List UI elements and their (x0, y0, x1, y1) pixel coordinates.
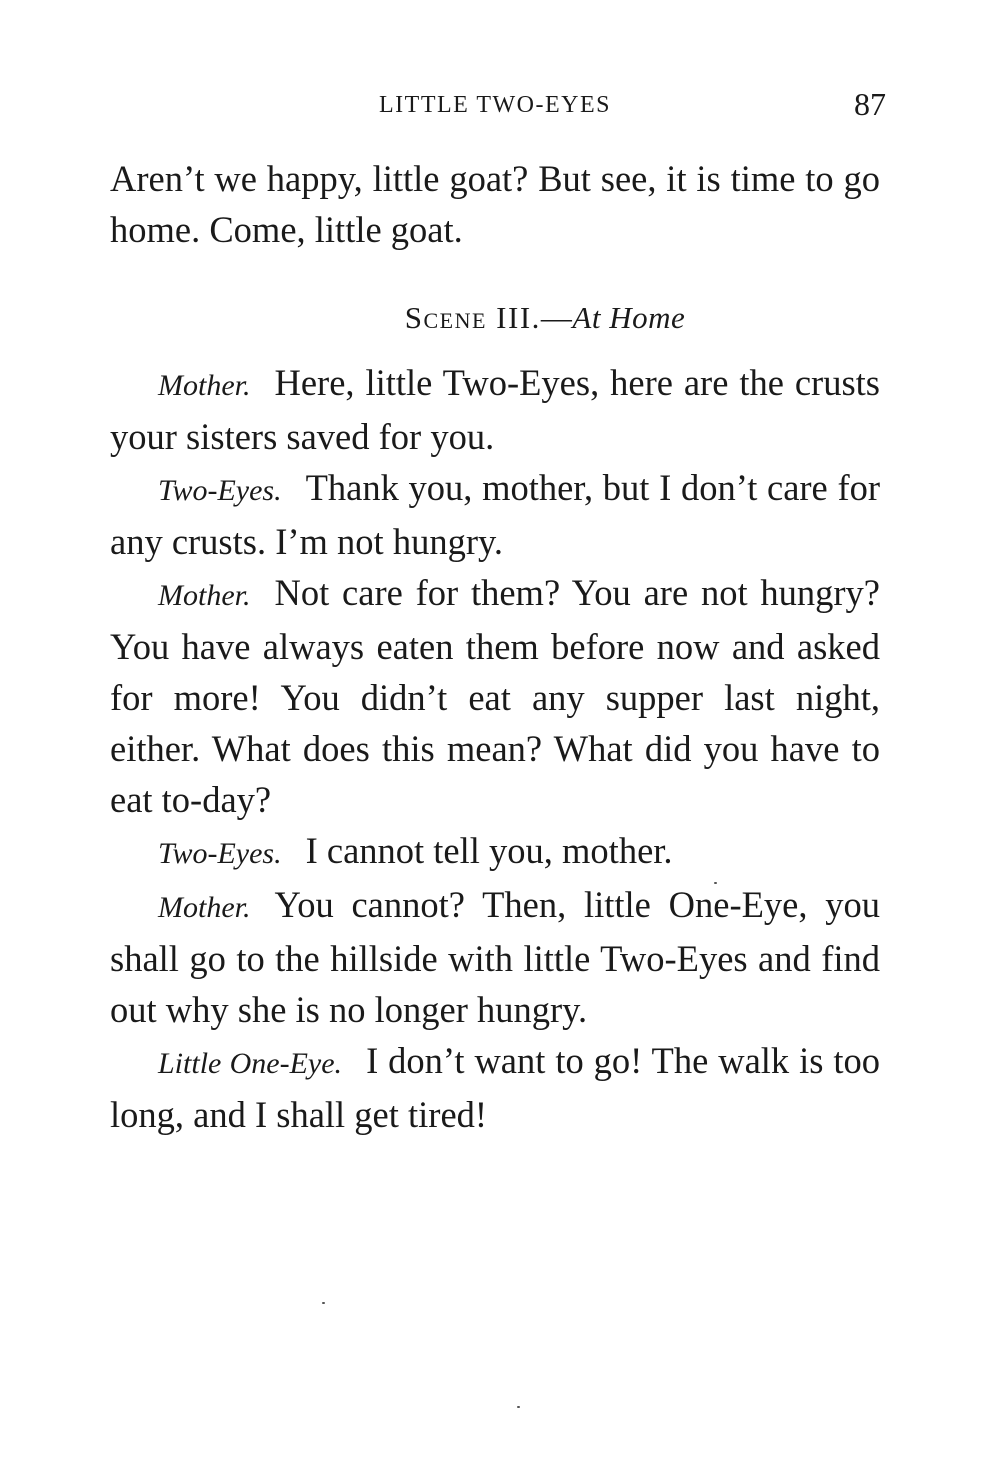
speaker-name: Mother. (158, 891, 251, 924)
dialogue-text: Here, little Two-Eyes, here are the crusts your sisters saved for you. (110, 362, 880, 457)
scene-label: Scene III. (404, 300, 541, 335)
dialogue-line (110, 357, 880, 462)
scene-location: At Home (572, 300, 686, 335)
dialogue-text: Thank you, mother, but I don’t care for any crusts. I’m not hungry. (110, 467, 880, 562)
speaker-name: Two-Eyes. (158, 474, 282, 507)
page-number: 87 (854, 86, 886, 122)
opening-paragraph: Aren’t we happy, little goat? But see, it is time to go home. Come, little goat. (110, 158, 880, 250)
dialogue-line (110, 1035, 880, 1140)
page-header (110, 86, 886, 126)
dialogue-line (110, 825, 880, 879)
scene-heading (210, 292, 880, 343)
dialogue-text: I cannot tell you, mother. (305, 830, 673, 871)
speaker-name: Mother. (158, 579, 251, 612)
ink-speck (322, 1302, 325, 1304)
dialogue-text: You cannot? Then, little One-Eye, you shall go to the hillside with little Two-Eyes and find out why she is no longer hungry. (110, 884, 880, 1030)
speaker-name: Little One-Eye. (158, 1047, 343, 1080)
dialogue-text: Not care for them? You are not hungry? You have always eaten them before now and asked for more! You didn’t eat any supper last night, either. What does this mean? What did you have to eat to-day? (110, 572, 880, 820)
dialogue-text: I don’t want to go! The walk is too long, and I shall get tired! (110, 1040, 880, 1135)
page-body (110, 153, 880, 1140)
speaker-name: Mother. (158, 369, 251, 402)
ink-speck (517, 1406, 520, 1408)
speaker-name: Two-Eyes. (158, 837, 282, 870)
dialogue-line (110, 567, 880, 825)
dialogue-line (110, 879, 880, 1035)
scene-dash: — (540, 300, 573, 335)
dialogue-line (110, 462, 880, 567)
ink-speck (714, 882, 717, 884)
running-title: LITTLE TWO-EYES (379, 92, 611, 118)
